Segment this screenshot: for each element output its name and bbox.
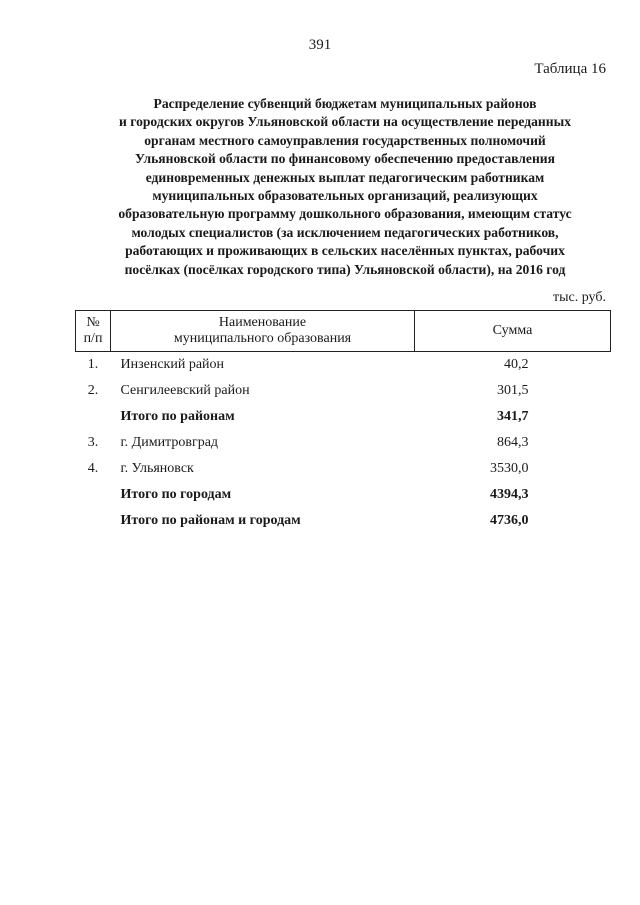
row-number bbox=[76, 508, 111, 534]
header-name-line2: муниципального образования bbox=[173, 331, 352, 346]
row-number: 3. bbox=[87, 435, 99, 450]
row-number bbox=[76, 482, 111, 508]
title-line: Распределение субвенций бюджетам муниципальных районов bbox=[153, 96, 537, 111]
row-sum: 4736,0 bbox=[490, 513, 529, 528]
row-number bbox=[76, 404, 111, 430]
header-number bbox=[76, 311, 111, 352]
title-line: органам местного самоуправления государственных полномочий bbox=[144, 132, 546, 148]
row-name: г. Ульяновск bbox=[120, 461, 194, 476]
title-line: молодых специалистов (за исключением педагогических работников, bbox=[131, 224, 559, 240]
table-total-row bbox=[76, 482, 611, 508]
row-sum: 341,7 bbox=[497, 409, 529, 424]
table-grand-total-row bbox=[76, 508, 611, 534]
title-line: и городских округов Ульяновской области на осуществление переданных bbox=[119, 114, 571, 130]
title-line: посёлках (посёлках городского типа) Ульяновской области), на 2016 год bbox=[124, 261, 566, 277]
title-line: единовременных денежных выплат педагогическим работникам bbox=[145, 169, 545, 185]
table-total-row bbox=[76, 404, 611, 430]
row-name: Итого по районам и городам bbox=[120, 513, 301, 528]
title-line: муниципальных образовательных организаций, реализующих bbox=[152, 188, 538, 204]
row-number: 4. bbox=[87, 461, 99, 476]
header-name-line1: Наименование bbox=[218, 315, 307, 330]
row-name: Итого по районам bbox=[120, 409, 235, 424]
row-number: 2. bbox=[87, 383, 99, 398]
row-name: Сенгилеевский район bbox=[120, 383, 250, 398]
document-title bbox=[70, 95, 620, 279]
table-header-row bbox=[76, 311, 611, 352]
row-name: г. Димитровград bbox=[120, 435, 219, 450]
row-name: Итого по городам bbox=[120, 487, 232, 502]
table-label: Таблица 16 bbox=[534, 61, 606, 77]
header-number-line1: № bbox=[86, 315, 100, 330]
table-row bbox=[76, 378, 611, 404]
row-sum: 3530,0 bbox=[490, 461, 529, 476]
subvention-table bbox=[75, 310, 611, 534]
page-number: 391 bbox=[308, 37, 332, 53]
table-row bbox=[76, 352, 611, 379]
units-label: тыс. руб. bbox=[553, 290, 606, 305]
row-name: Инзенский район bbox=[120, 357, 225, 372]
row-sum: 864,3 bbox=[497, 435, 529, 450]
table-row bbox=[76, 430, 611, 456]
row-sum: 40,2 bbox=[504, 357, 529, 372]
table-row bbox=[76, 456, 611, 482]
header-name bbox=[111, 311, 415, 352]
header-number-line2: п/п bbox=[83, 331, 103, 346]
row-sum: 4394,3 bbox=[490, 487, 529, 502]
title-line: образовательную программу дошкольного образования, имеющим статус bbox=[118, 206, 572, 222]
header-sum: Сумма bbox=[415, 311, 611, 352]
row-number: 1. bbox=[87, 357, 99, 372]
row-sum: 301,5 bbox=[497, 383, 529, 398]
title-line: Ульяновской области по финансовому обеспечению предоставления bbox=[135, 151, 555, 167]
title-line: работающих и проживающих в сельских населённых пунктах, рабочих bbox=[125, 243, 565, 259]
